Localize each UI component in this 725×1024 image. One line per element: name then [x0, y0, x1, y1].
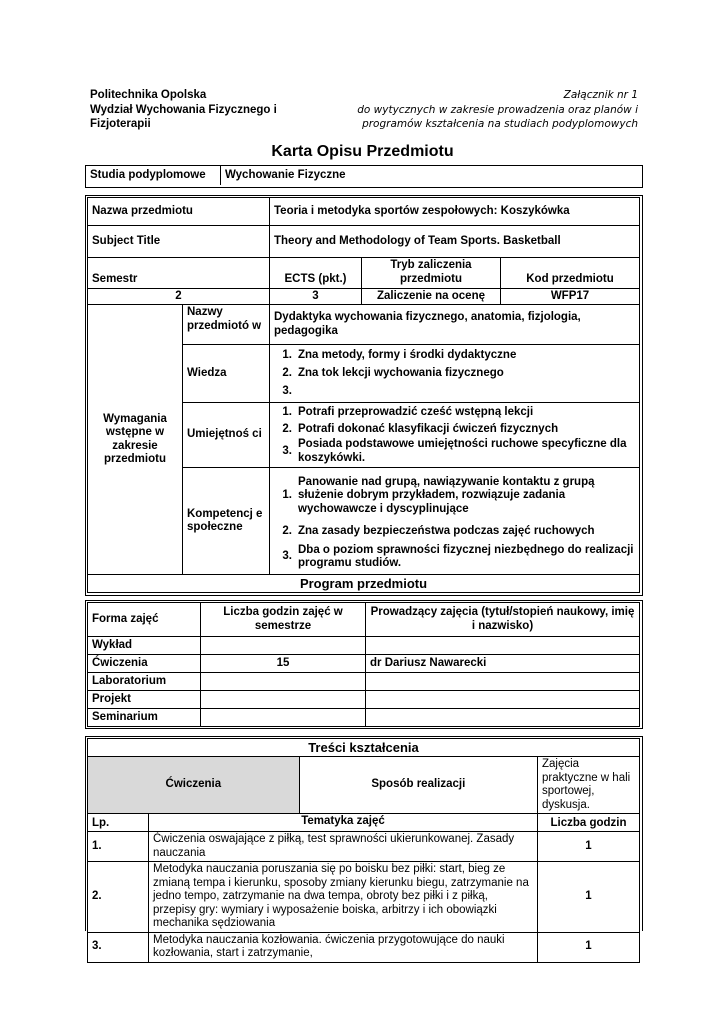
- method-label: Sposób realizacji: [299, 757, 537, 814]
- annex-note: [357, 88, 638, 132]
- kompetencje-list: [270, 468, 640, 575]
- col-liczba-godzin: Liczba godzin zajęć w semestrze: [201, 603, 366, 637]
- umiejetnosci-label: Umiejętnoś ci: [183, 402, 270, 467]
- umiejetnosci-item: 1. Potrafi przeprowadzić cześć wstępną lekcji: [282, 405, 534, 418]
- program-hours: [201, 709, 366, 727]
- col-prowadzacy: Prowadzący zajęcia (tytuł/stopień naukowy, imię i nazwisko): [366, 603, 640, 637]
- col-forma-zajec: Forma zajęć: [88, 603, 201, 637]
- program-teacher: [366, 673, 640, 691]
- institution-block: [90, 88, 277, 132]
- annex-line2: do wytycznych w zakresie prowadzenia oraz planów i: [357, 103, 638, 116]
- program-form: Wykład: [88, 637, 201, 655]
- program-form: Laboratorium: [88, 673, 201, 691]
- nazwy-label: Nazwy przedmiotó w: [183, 305, 270, 345]
- faculty-name-line2: Fizjoterapii: [90, 118, 151, 130]
- program-hours: [201, 673, 366, 691]
- program-hours: 15: [201, 655, 366, 673]
- program-form: Seminarium: [88, 709, 201, 727]
- program-teacher: [366, 691, 640, 709]
- subject-title-label: Subject Title: [88, 226, 270, 258]
- content-type: Ćwiczenia: [88, 757, 300, 814]
- topics-label: Tematyka zajęć: [149, 814, 538, 832]
- tryb-label: Tryb zaliczenia przedmiotu: [362, 258, 501, 288]
- annex-number: Załącznik nr 1: [563, 89, 638, 101]
- program-form: Projekt: [88, 691, 201, 709]
- faculty-name-line1: Wydział Wychowania Fizycznego i: [90, 103, 277, 116]
- hours-label: Liczba godzin: [538, 814, 640, 832]
- program-teacher: [366, 709, 640, 727]
- kod-label: Kod przedmiotu: [501, 258, 640, 288]
- topic-hours: 1: [538, 832, 640, 862]
- studies-table: [86, 166, 640, 185]
- semester-value: 2: [88, 288, 270, 305]
- program-teacher: [366, 637, 640, 655]
- topic-text: Ćwiczenia oswajające z piłką, test sprawności ukierunkowanej. Zasady nauczania: [149, 832, 538, 862]
- studies-value: Wychowanie Fizyczne: [225, 168, 346, 181]
- program-teacher: dr Dariusz Nawarecki: [366, 655, 640, 673]
- program-hours: [201, 637, 366, 655]
- course-name-value: Teoria i metodyka sportów zespołowych: Koszykówka: [270, 198, 640, 226]
- nazwy-value: Dydaktyka wychowania fizycznego, anatomia, fizjologia, pedagogika: [270, 305, 640, 345]
- umiejetnosci-item: 2. Potrafi dokonać klasyfikacji ćwiczeń fizycznych: [282, 422, 559, 435]
- wiedza-label: Wiedza: [183, 345, 270, 402]
- tryb-value: Zaliczenie na ocenę: [362, 288, 501, 305]
- ects-value: 3: [270, 288, 362, 305]
- topic-lp: 3.: [88, 932, 149, 962]
- kompetencje-label: Kompetencj e społeczne: [183, 468, 270, 575]
- program-form: Ćwiczenia: [88, 655, 201, 673]
- annex-line3: programów kształcenia na studiach podyplomowych: [362, 118, 638, 130]
- wiedza-list: [270, 345, 640, 402]
- topic-lp: 2.: [88, 862, 149, 933]
- umiejetnosci-item: 3. Posiada podstawowe umiejętności ruchowe specyficzne dla koszykówki.: [282, 438, 627, 464]
- content-title: Treści kształcenia: [88, 739, 640, 757]
- wiedza-item: 1. Zna metody, formy i środki dydaktyczne: [282, 348, 517, 361]
- topic-text: Metodyka nauczania poruszania się po boisku bez piłki: start, bieg ze zmianą tempa i kierunku, sposoby zmiany kierunku biegu, zatrzymanie na jedno tempo, zatrzymanie na dwa tempa, obroty bez piłki i z piłką, przepisy gry: wymiary i wyposażenie boiska, arbitrzy i ich obowiązki mechanika sędziowania: [149, 862, 538, 933]
- kompetencje-item: 3. Dba o poziom sprawności fizycznej niezbędnego do realizacji programu studiów.: [282, 543, 634, 569]
- lp-label: Lp.: [88, 814, 149, 832]
- studies-label: Studia podyplomowe: [86, 166, 221, 185]
- program-title: Program przedmiotu: [88, 574, 640, 592]
- subject-title-value: Theory and Methodology of Team Sports. Basketball: [270, 226, 640, 258]
- course-table: [87, 197, 640, 593]
- content-table: [87, 738, 640, 963]
- kod-value: WFP17: [501, 288, 640, 305]
- program-table: [87, 602, 640, 727]
- topic-hours: 1: [538, 862, 640, 933]
- semester-label: Semestr: [88, 258, 270, 288]
- kompetencje-item: 2. Zna zasady bezpieczeństwa podczas zajęć ruchowych: [282, 525, 595, 538]
- topic-hours: 1: [538, 932, 640, 962]
- university-name: Politechnika Opolska: [90, 89, 207, 101]
- program-hours: [201, 691, 366, 709]
- method-value: Zajęcia praktyczne w hali sportowej, dyskusja.: [538, 757, 640, 814]
- requirements-label: Wymagania wstępne w zakresie przedmiotu: [88, 305, 183, 575]
- topic-lp: 1.: [88, 832, 149, 862]
- umiejetnosci-list: [270, 402, 640, 467]
- kompetencje-item: 1. Panowanie nad grupą, nawiązywanie kontaktu z grupą służenie dobrym przykładem, rozwiązuje zadania wychowawcze i dyscyplinujące: [282, 475, 595, 515]
- wiedza-item: 2. Zna tok lekcji wychowania fizycznego: [282, 366, 504, 379]
- course-name-label: Nazwa przedmiotu: [88, 198, 270, 226]
- topic-text: Metodyka nauczania kozłowania. ćwiczenia przygotowujące do nauki kozłowania, start i zatrzymanie,: [149, 932, 538, 962]
- ects-label: ECTS (pkt.): [270, 258, 362, 288]
- document-title: Karta Opisu Przedmiotu: [271, 143, 454, 160]
- wiedza-item: 3.: [282, 384, 292, 397]
